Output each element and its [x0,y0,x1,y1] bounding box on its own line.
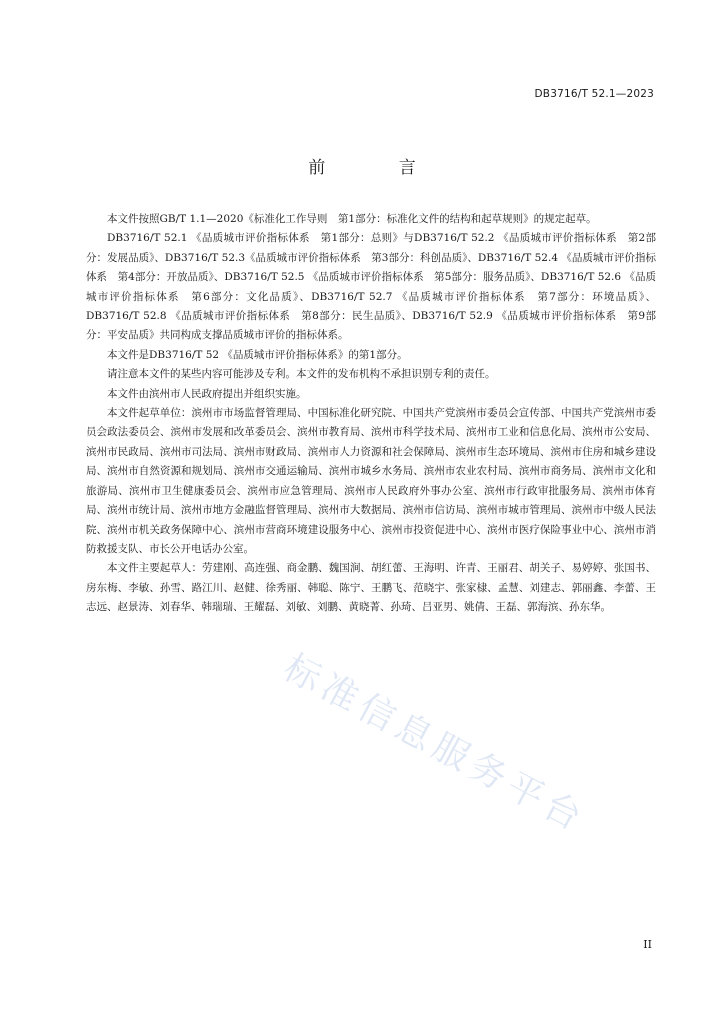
paragraph-drafting-rules: 本文件按照GB/T 1.1—2020《标准化工作导则 第1部分：标准化文件的结构和起草规则》的规定起草。 [107,213,597,225]
page-number: II [643,938,652,951]
foreword-body [86,210,656,618]
document-code: DB3716/T 52.1—2023 [534,88,654,100]
paragraph-patent-notice: 请注意本文件的某些内容可能涉及专利。本文件的发布机构不承担识别专利的责任。 [107,368,496,381]
paragraph-drafting-units: 本文件起草单位：滨州市市场监督管理局、中国标准化研究院、中国共产党滨州市委员会宣传部、中国共产党滨州市委员会政法委员会、滨州市发展和改革委员会、滨州市教育局、滨州市科学技术局、滨州市工业和信息化局、滨州市公安局、滨州市民政局、滨州市司法局、滨州市财政局、滨州市人力资源和社会保障局、滨州市生态环境局、滨州市住房和城乡建设局、滨州市自然资源和规划局、滨州市交通运输局、滨州市城乡水务局、滨州市农业农村局、滨州市商务局、滨州市文化和旅游局、滨州市卫生健康委员会、滨州市应急管理局、滨州市人民政府外事办公室、滨州市行政审批服务局、滨州市体育局、滨州市统计局、滨州市地方金融监督管理局、滨州市大数据局、滨州市信访局、滨州市城市管理局、滨州市中级人民法院、滨州市机关政务保障中心、滨州市营商环境建设服务中心、滨州市投资促进中心、滨州市医疗保险事业中心、滨州市消防救援支队、市长公开电话办公室。 [86,407,656,555]
paragraph-drafters: 本文件主要起草人：劳建刚、高连强、商金鹏、魏国涧、胡红蕾、王海明、许青、王丽君、胡关子、易婷婷、张国书、房东梅、李敏、孙雪、路江川、赵健、徐秀丽、韩聪、陈宁、王鹏飞、范晓宇、张家棣、孟慧、刘建志、郭丽鑫、李蕾、王志远、赵景涛、刘春华、韩瑞瑞、王耀磊、刘敏、刘鹏、黄晓菁、孙琦、吕亚男、姚倩、王磊、郭海滨、孙东华。 [86,562,656,614]
page-title: 前 言 [308,158,450,178]
paragraph-part-info: 本文件是DB3716/T 52 《品质城市评价指标体系》的第1部分。 [107,348,408,361]
paragraph-standard-series: DB3716/T 52.1 《品质城市评价指标体系 第1部分：总则》与DB3716/T 52.2 《品质城市评价指标体系 第2部分：发展品质》、DB3716/T 52.3《品质城市评价指标体系 第3部分：科创品质》、DB3716/T 52.4 《品质城市评价指标体系 第4部分：开放品质》、DB3716/T 52.5 《品质城市评价指标体系 第5部分：服务品质》、DB3716/T 52.6 《品质城市评价指标体系 第6部分：文化品质》、DB3716/T 52.7 《品质城市评价指标体系 第7部分：环境品质》、DB3716/T 52.8 《品质城市评价指标体系 第8部分：民生品质》、DB3716/T 52.9 《品质城市评价指标体系 第9部分：平安品质》共同构成支撑品质城市评价的指标体系。 [86,232,656,342]
watermark: 标准信息服务平台 [276,647,593,842]
paragraph-proposer: 本文件由滨州市人民政府提出并组织实施。 [107,387,307,400]
